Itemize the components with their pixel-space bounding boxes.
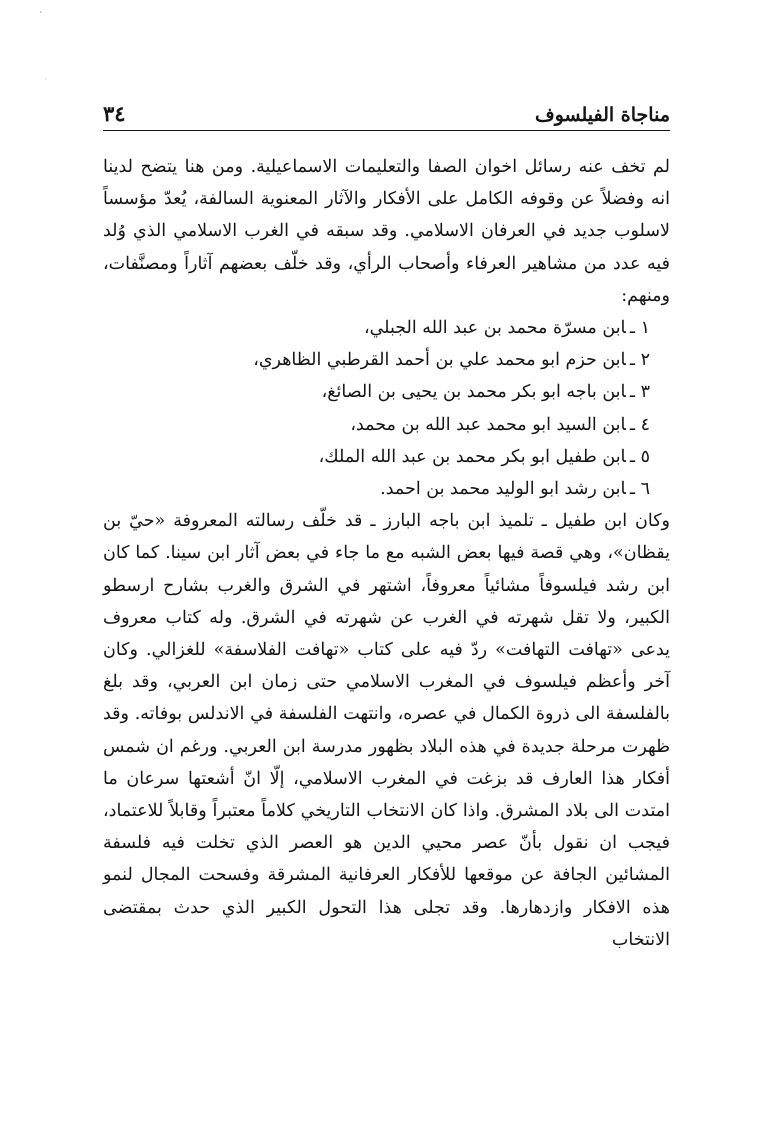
list-item [103, 312, 650, 344]
list-item-number: ٦ ـ [629, 479, 650, 500]
margin-mark: ٠ [38, 7, 44, 18]
mystics-list [103, 312, 670, 505]
paragraph-main: وكان ابن طفيل ـ تلميذ ابن باجه البارز ـ قد خلّف رسالته المعروفة «حيّ بن يقظان»، وهي قصة فيها بعض الشبه مع ما جاء في بعض آثار ابن سينا. كما كان ابن رشد فيلسوفاً مشائياً معروفاً، اشتهر في الشرق والغرب بشارح ارسطو الكبير، ولا تقل شهرته في الغرب عن شهرته في الشرق. وله كتاب معروف يدعى «تهافت التهافت» ردّ فيه على كتاب «تهافت الفلاسفة» للغزالي. وكان آخر وأعظم فيلسوف في المغرب الاسلامي حتى زمان ابن العربي، وقد بلغ بالفلسفة الى ذروة الكمال في عصره، وانتهت الفلسفة في الاندلس بوفاته. وقد ظهرت مرحلة جديدة في هذه البلاد بظهور مدرسة ابن العربي. ورغم ان شمس أفكار هذا العارف قد بزغت في المغرب الاسلامي، إلّا انّ أشعتها سرعان ما امتدت الى بلاد المشرق. واذا كان الانتخاب التاريخي كلاماً معتبراً وقابلاً للاعتماد، فيجب ان نقول بأنّ عصر محيي الدين هو العصر الذي تخلت فيه فلسفة المشائين الجافة عن موقعها للأفكار العرفانية المشرقة وفسحت المجال لنمو هذه الافكار وازدهارها. وقد تجلى هذا التحول الكبير الذي حدث بمقتضى الانتخاب [103, 511, 670, 950]
list-item-number: ١ ـ [629, 318, 650, 339]
list-item-text: ابن مسرّة محمد بن عبد الله الجبلي، [363, 318, 626, 339]
list-item-text: ابن طفيل ابو بكر محمد بن عبد الله الملك، [318, 446, 626, 467]
list-item [103, 473, 650, 505]
list-item-text: ابن رشد ابو الوليد محمد بن احمد. [380, 479, 626, 500]
margin-mark: ٠ [44, 75, 48, 83]
running-title: مناجاة الفيلسوف [535, 104, 670, 126]
list-item [103, 344, 650, 376]
header-rule [103, 130, 670, 131]
paragraph-intro: لم تخف عنه رسائل اخوان الصفا والتعليمات الاسماعيلية. ومن هنا يتضح لدينا انه وفضلاً عن وقوفه الكامل على الأفكار والآثار المعنوية السالفة، يُعدّ مؤسساً لاسلوب جديد في العرفان الاسلامي. وقد سبقه في الغرب الاسلامي الذي وُلد فيه عدد من مشاهير العرفاء وأصحاب الرأي، وقد خلّف بعضهم آثاراً ومصنَّفات، ومنهم: [103, 157, 670, 306]
list-item-text: ابن السيد ابو محمد عبد الله بن محمد، [350, 414, 626, 435]
body-text [103, 151, 670, 956]
list-item-number: ٤ ـ [629, 414, 650, 435]
list-item-text: ابن حزم ابو محمد علي بن أحمد القرطبي الظاهري، [253, 350, 626, 371]
list-item [103, 409, 650, 441]
list-item [103, 441, 650, 473]
list-item [103, 376, 650, 408]
page-number: ٣٤ [103, 101, 126, 126]
list-item-number: ٣ ـ [629, 382, 650, 403]
list-item-number: ٢ ـ [629, 350, 650, 371]
running-header [103, 92, 670, 126]
list-item-text: ابن باجه ابو بكر محمد بن يحيى بن الصائغ، [321, 382, 626, 403]
list-item-number: ٥ ـ [629, 446, 650, 467]
